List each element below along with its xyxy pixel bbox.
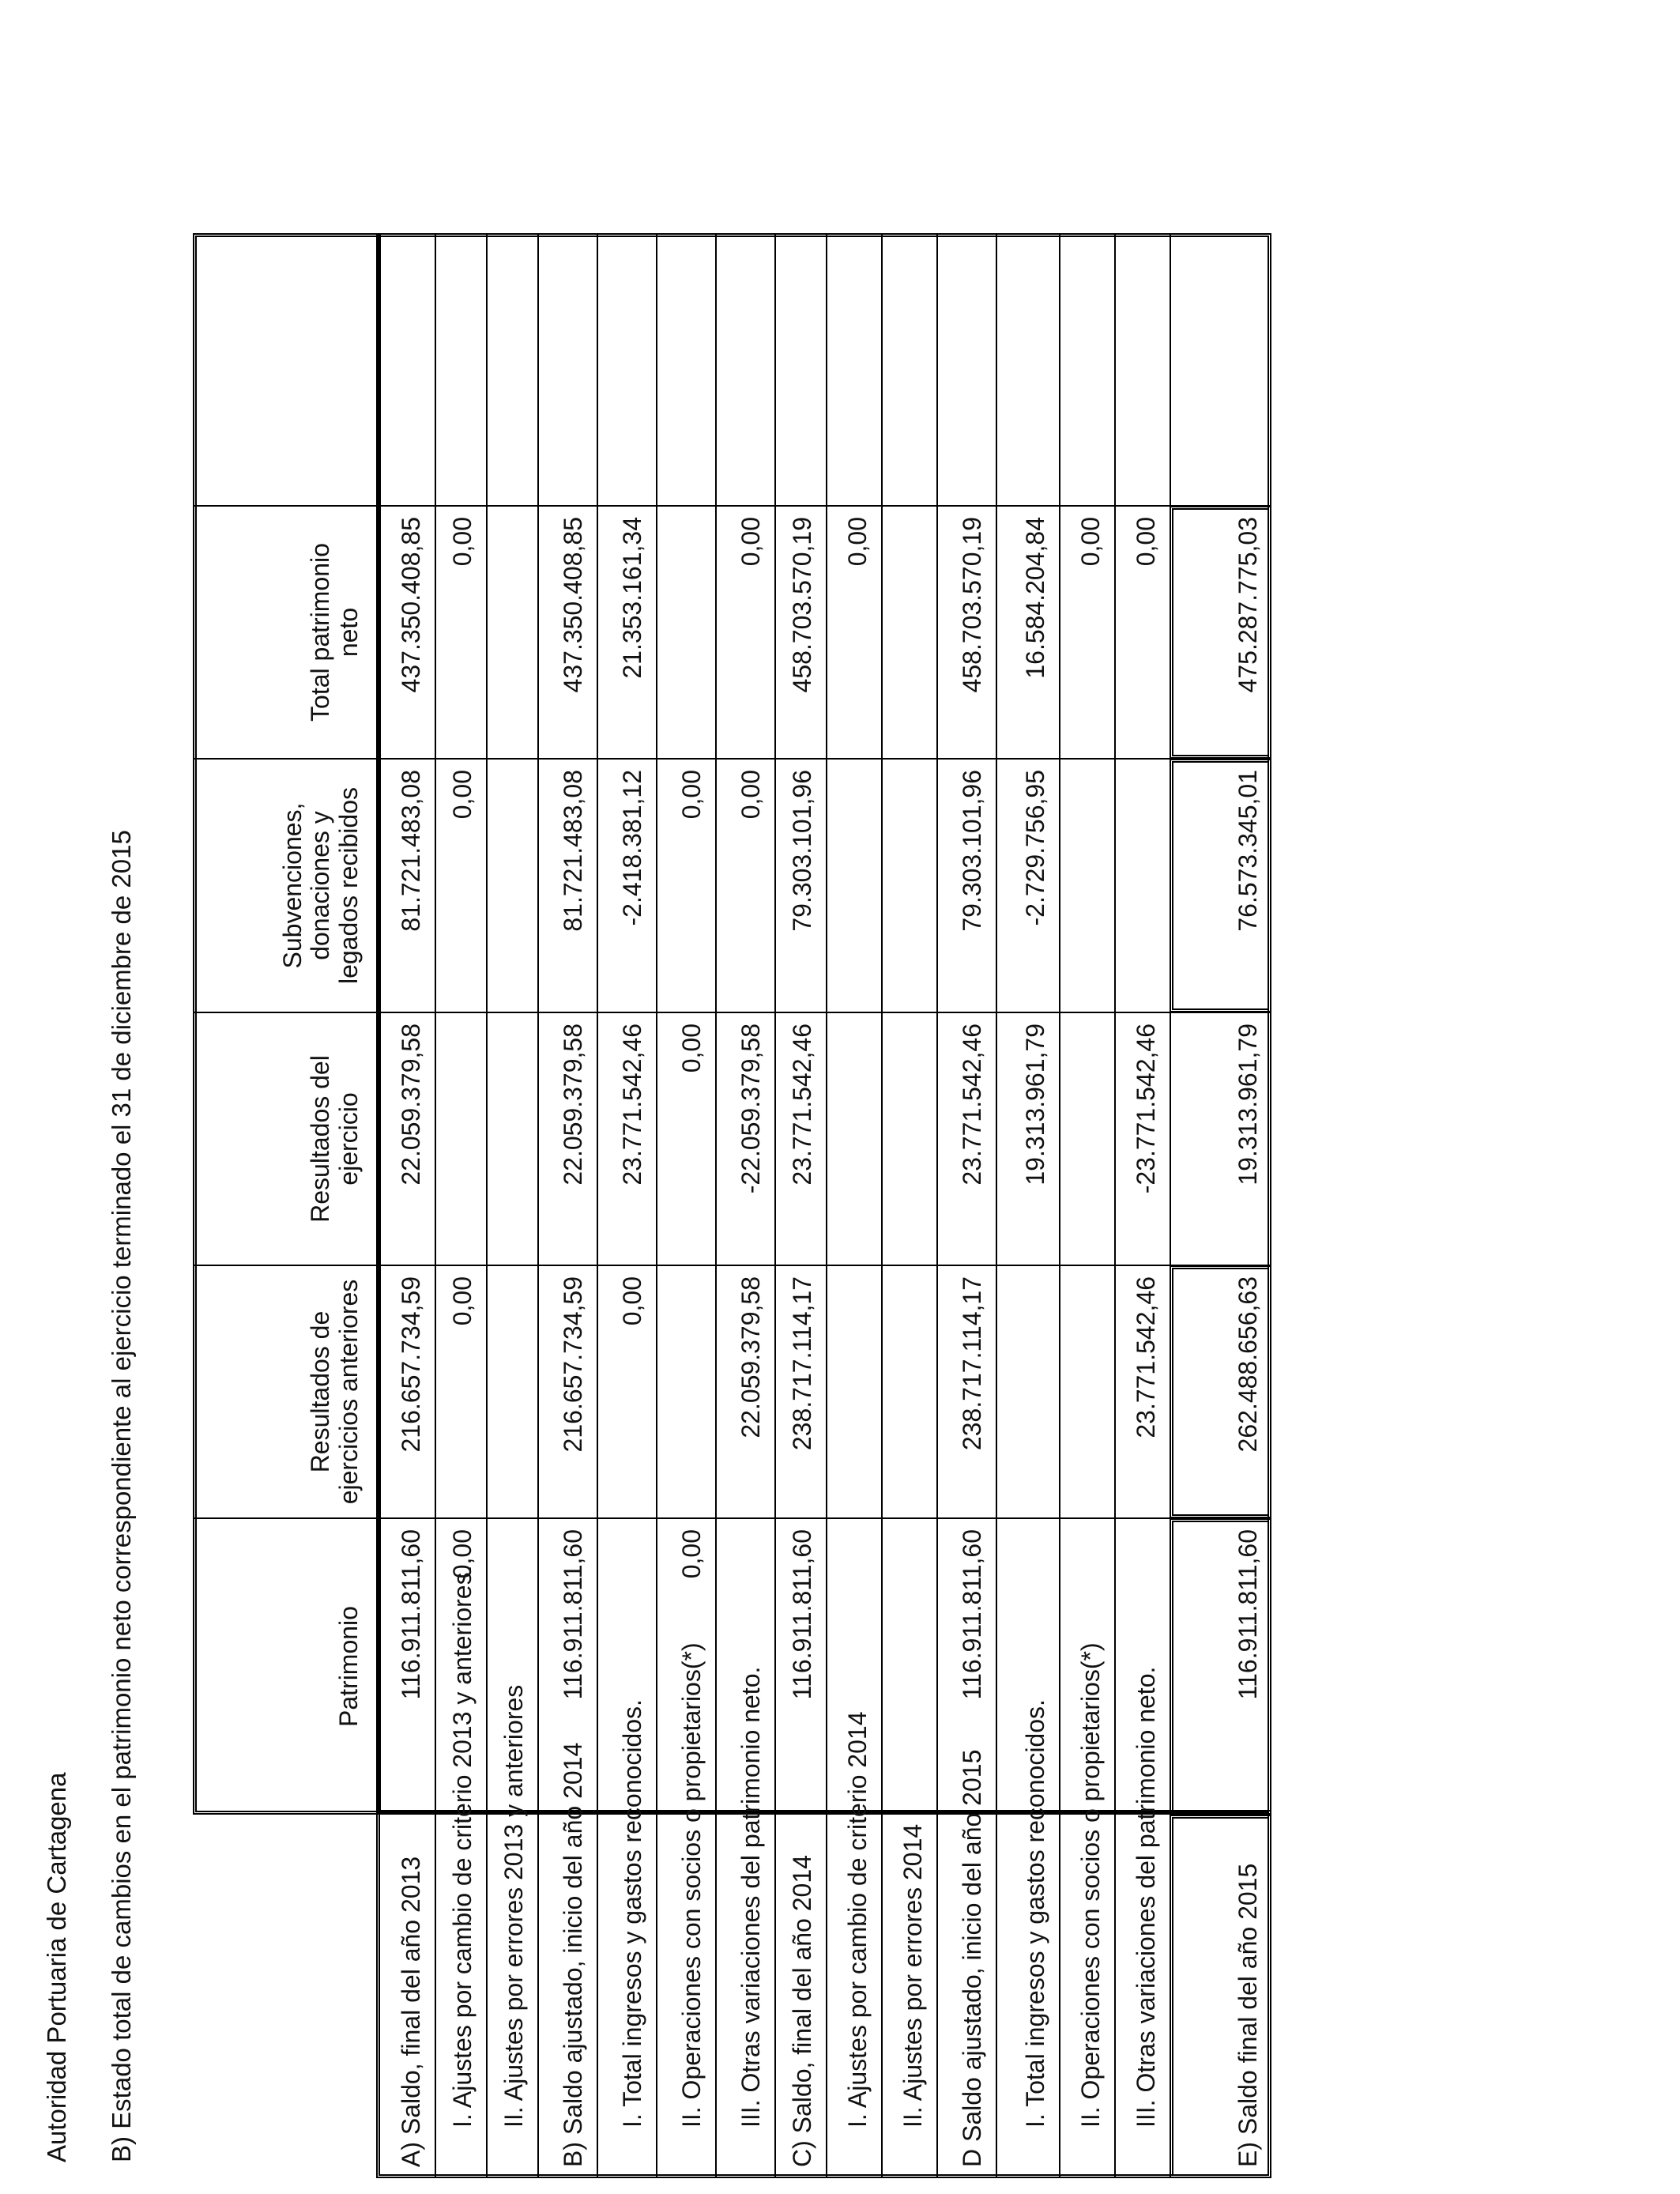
row-label: B) Saldo ajustado, inicio del año 2014 (559, 1742, 587, 2167)
row-value: -23.771.542,46 (1132, 1023, 1160, 1194)
column-header-text (335, 1606, 363, 1727)
column-header-text (307, 1055, 363, 1223)
row-value: 19.313.961,79 (1021, 1023, 1049, 1186)
row-divider (537, 233, 539, 2178)
row-value: 116.911.811,60 (958, 1529, 986, 1700)
row-value: 22.059.379,58 (397, 1023, 425, 1186)
column-header-text (307, 543, 363, 722)
column-header-line: ejercicios anteriores (334, 1279, 363, 1505)
column-header-text (307, 1280, 363, 1505)
row-value: 22.059.379,58 (736, 1276, 765, 1438)
row-divider (936, 233, 938, 2178)
row-value: 0,00 (736, 517, 765, 567)
row-label: II. Operaciones con socios o propietarios(*) (1076, 1642, 1105, 2128)
row-value: 0,00 (677, 770, 706, 820)
row-value: 238.717.114,17 (788, 1276, 816, 1451)
column-header-line: legados recibidos (334, 786, 363, 985)
row-value: 116.911.811,60 (559, 1529, 587, 1700)
final-row-box (1170, 506, 1271, 759)
final-row-box (1170, 759, 1271, 1012)
row-label: II. Ajustes por errores 2013 y anteriores (499, 1684, 528, 2128)
row-divider (597, 233, 598, 2178)
row-value: 23.771.542,46 (618, 1023, 646, 1186)
column-header (201, 759, 363, 1012)
row-divider (715, 233, 717, 2178)
column-header-line: Resultados de (306, 1310, 335, 1473)
row-value: 238.717.114,17 (958, 1276, 986, 1451)
column-header (201, 1265, 363, 1518)
row-value: 0,00 (448, 770, 477, 820)
row-label: I. Ajustes por cambio de criterio 2014 (843, 1711, 872, 2128)
document-title: B) Estado total de cambios en el patrimonio neto correspondiente al ejercicio terminado el 31 de diciembre de 2015 (107, 830, 136, 2162)
row-value: 0,00 (1132, 517, 1160, 567)
row-value: 116.911.811,60 (397, 1529, 425, 1700)
column-header-line: Patrimonio (334, 1606, 363, 1727)
row-value: 76.573.345,01 (1234, 770, 1262, 932)
row-divider (1059, 233, 1060, 2178)
row-value: 0,00 (736, 770, 765, 820)
row-value: 458.703.570,19 (958, 517, 986, 693)
row-value: 23.771.542,46 (958, 1023, 986, 1186)
column-header-line: neto (334, 607, 363, 658)
row-value: -2.729.756,95 (1021, 770, 1049, 926)
row-value: 23.771.542,46 (1132, 1276, 1160, 1438)
row-value: 475.287.775,03 (1234, 517, 1262, 693)
row-value: 216.657.734,59 (559, 1276, 587, 1453)
column-header-line: Resultados del (306, 1055, 335, 1223)
column-header (201, 1518, 363, 1815)
row-divider (826, 233, 827, 2178)
row-value: 79.303.101,96 (958, 770, 986, 932)
column-header-line: Subvenciones, (277, 802, 307, 969)
final-row-box (1170, 1815, 1271, 2178)
row-value: 458.703.570,19 (788, 517, 816, 693)
row-value: 437.350.408,85 (397, 517, 425, 693)
row-label: I. Total ingresos y gastos reconocidos. (1021, 1699, 1049, 2128)
row-value: 0,00 (843, 517, 872, 567)
final-row-box (1170, 1265, 1271, 1518)
row-value: -2.418.381,12 (618, 770, 646, 926)
column-header-line: donaciones y (306, 811, 335, 960)
row-label: E) Saldo final del año 2015 (1234, 1863, 1262, 2167)
row-value: 116.911.811,60 (788, 1529, 816, 1700)
row-value: 0,00 (677, 1023, 706, 1073)
header-divider (376, 233, 381, 1815)
row-value: 262.488.656,63 (1234, 1276, 1262, 1453)
row-value: 21.353.161,34 (618, 517, 646, 679)
final-row-box (1170, 1518, 1271, 1815)
row-value: 19.313.961,79 (1234, 1023, 1262, 1186)
row-label: I. Total ingresos y gastos reconocidos. (618, 1699, 646, 2128)
row-value: 0,00 (618, 1276, 646, 1326)
organization-name: Autoridad Portuaria de Cartagena (42, 1772, 71, 2162)
row-divider (774, 233, 776, 2178)
row-divider (486, 233, 488, 2178)
column-header-line: ejercicio (334, 1092, 363, 1186)
row-divider (881, 233, 883, 2178)
column-header (201, 1012, 363, 1265)
row-divider (656, 233, 657, 2178)
column-header (201, 506, 363, 759)
row-value: 216.657.734,59 (397, 1276, 425, 1453)
row-value: -22.059.379,58 (736, 1023, 765, 1194)
column-header-text (279, 787, 363, 984)
row-value: 22.059.379,58 (559, 1023, 587, 1186)
row-label: A) Saldo, final del año 2013 (397, 1856, 425, 2167)
row-divider (435, 233, 436, 2178)
row-value: 81.721.483,08 (559, 770, 587, 932)
row-label: I. Ajustes por cambio de criterio 2013 y anteriores. (448, 1565, 477, 2128)
row-value: 0,00 (448, 1529, 477, 1579)
row-label: II. Operaciones con socios o propietarios(*) (677, 1642, 706, 2128)
row-divider (996, 233, 997, 2178)
row-label: III. Otras variaciones del patrimonio neto. (1132, 1666, 1160, 2128)
row-value: 81.721.483,08 (397, 770, 425, 932)
row-label: III. Otras variaciones del patrimonio neto. (736, 1666, 765, 2128)
row-value: 0,00 (448, 517, 477, 567)
row-divider (1114, 233, 1116, 2178)
row-label: II. Ajustes por errores 2014 (898, 1823, 927, 2128)
row-value: 23.771.542,46 (788, 1023, 816, 1186)
row-value: 79.303.101,96 (788, 770, 816, 932)
row-value: 0,00 (448, 1276, 477, 1326)
row-value: 0,00 (1076, 517, 1105, 567)
row-value: 437.350.408,85 (559, 517, 587, 693)
row-value: 0,00 (677, 1529, 706, 1579)
column-header-line: Total patrimonio (306, 543, 335, 722)
row-label: D Saldo ajustado, inicio del año 2015 (958, 1749, 986, 2167)
row-label: C) Saldo, final del año 2014 (788, 1855, 816, 2167)
row-value: 16.584.204,84 (1021, 517, 1049, 679)
row-value: 116.911.811,60 (1234, 1529, 1262, 1700)
